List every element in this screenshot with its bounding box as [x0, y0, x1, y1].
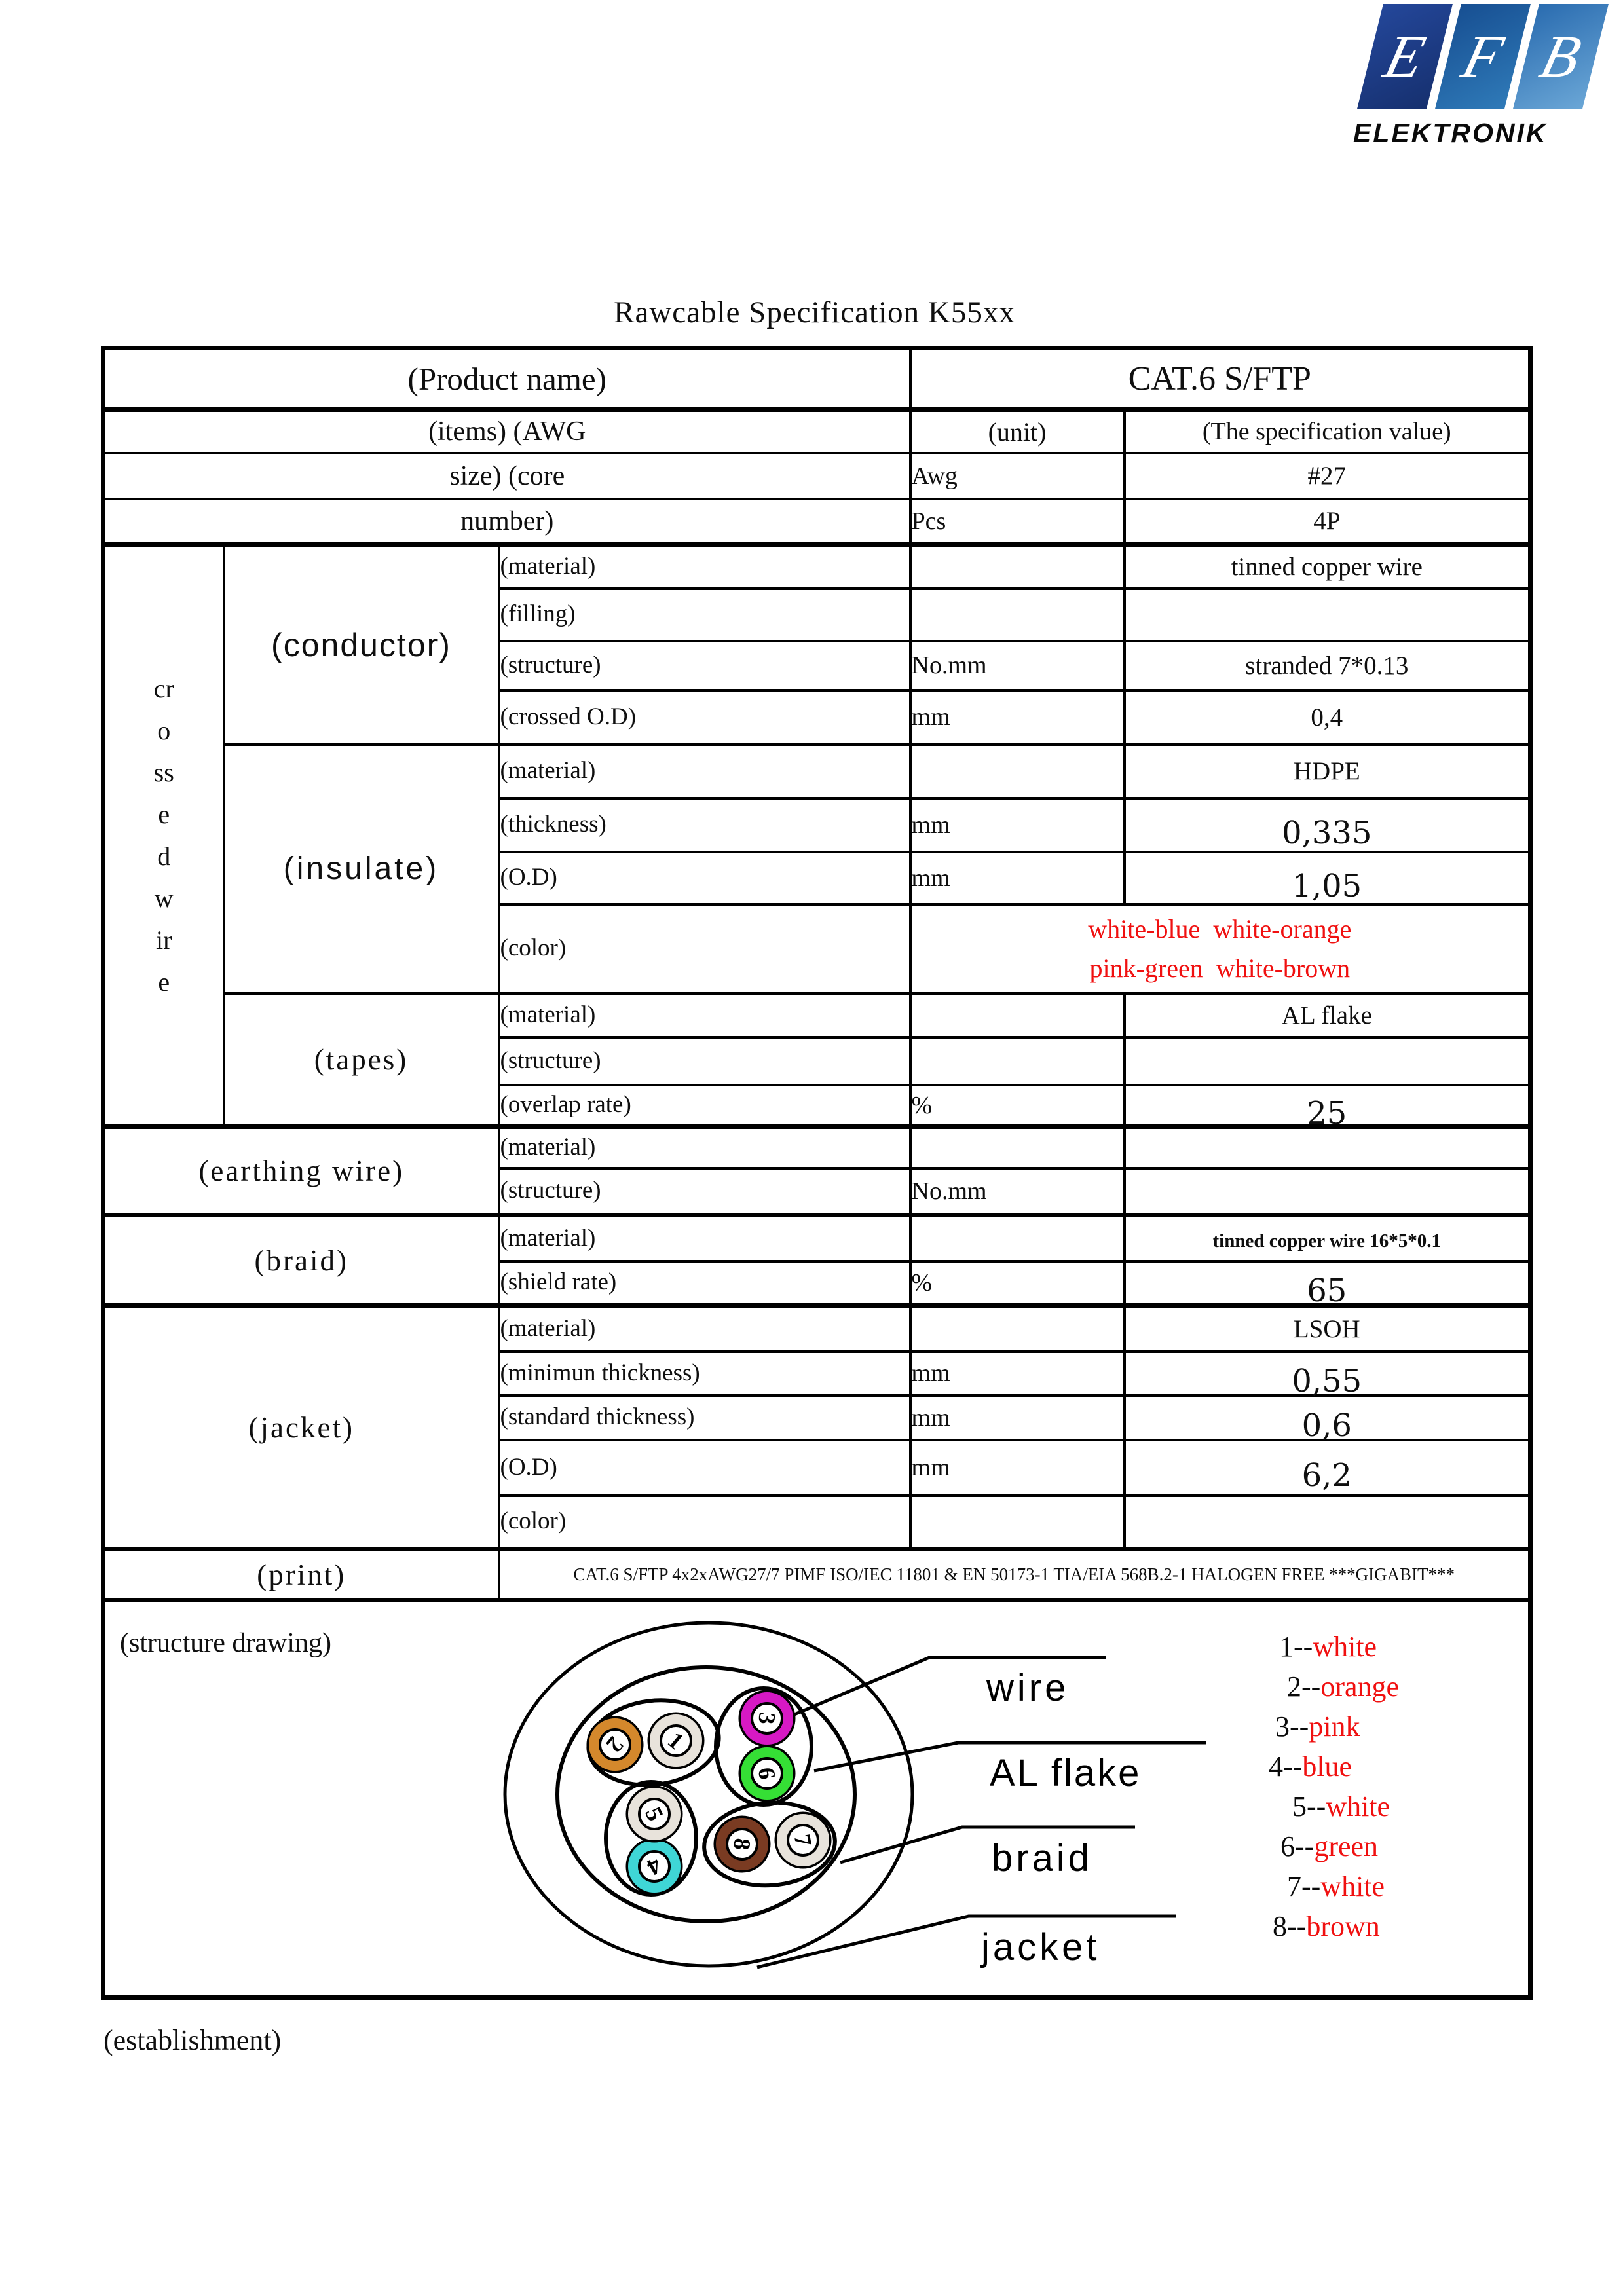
- unit-header: (unit): [910, 410, 1125, 453]
- legend-3-number: 3--: [1275, 1711, 1309, 1743]
- braid-shield-number: 65: [1307, 1272, 1347, 1309]
- row-braid-material: [103, 1215, 1531, 1261]
- tapes-material-value: AL flake: [1125, 993, 1531, 1037]
- legend-item-5: [1292, 1792, 1399, 1821]
- earthing-material-value: [1125, 1127, 1531, 1168]
- jacket-od-label: (O.D): [499, 1440, 910, 1496]
- awg-value: #27: [1125, 453, 1531, 499]
- row-print: [103, 1549, 1531, 1601]
- jacket-material-unit: [910, 1306, 1125, 1352]
- jacket-od-number: 6,2: [1301, 1457, 1352, 1494]
- jacket-od-unit: mm: [910, 1440, 1125, 1496]
- insulate-od-label: (O.D): [499, 852, 910, 904]
- legend-1-number: 1--: [1279, 1631, 1313, 1663]
- wire-8-number: 8: [728, 1837, 756, 1851]
- wire-2: [588, 1718, 642, 1771]
- insulate-group-label: (insulate): [224, 745, 499, 993]
- structure-drawing-label: (structure drawing): [120, 1628, 332, 1658]
- legend-6-color: green: [1314, 1830, 1379, 1862]
- legend-item-1: [1279, 1633, 1399, 1661]
- wire-5-number: 5: [640, 1803, 669, 1825]
- efb-logo-shapes: [1370, 4, 1615, 109]
- legend-item-7: [1287, 1872, 1399, 1901]
- conductor-material-label: (material): [499, 545, 910, 589]
- conductor-material-value: tinned copper wire: [1125, 545, 1531, 589]
- wire-6-number: 6: [753, 1766, 781, 1781]
- conductor-structure-value: stranded 7*0.13: [1125, 641, 1531, 690]
- page-title: Rawcable Specification K55xx: [614, 295, 1015, 329]
- wire-4-number: 4: [643, 1852, 666, 1881]
- pcs-value: 4P: [1125, 499, 1531, 545]
- earthing-structure-unit: No.mm: [910, 1168, 1125, 1215]
- conductor-filling-label: (filling): [499, 589, 910, 641]
- tapes-material-label: (material): [499, 993, 910, 1037]
- logo-subtitle: ELEKTRONIK: [1353, 118, 1548, 148]
- row-jacket-material: [103, 1306, 1531, 1352]
- jacket-material-value: LSOH: [1125, 1306, 1531, 1352]
- row-insulate-material: [103, 745, 1531, 798]
- conductor-crossed-od-value: 0,4: [1125, 690, 1531, 745]
- wire-3: [740, 1692, 794, 1745]
- jacket-std-thickness-number: 0,6: [1301, 1407, 1352, 1444]
- legend-item-2: [1287, 1673, 1399, 1701]
- insulate-od-unit: mm: [910, 852, 1125, 904]
- legend-3-color: pink: [1309, 1711, 1360, 1743]
- jacket-std-thickness-label: (standard thickness): [499, 1396, 910, 1440]
- product-name-label: (Product name): [103, 348, 910, 410]
- braid-shield-unit: %: [910, 1261, 1125, 1306]
- legend-6-number: 6--: [1280, 1830, 1315, 1862]
- efb-logo: [1353, 4, 1615, 149]
- wire-4: [627, 1840, 681, 1893]
- wire-1-number: 1: [663, 1726, 689, 1755]
- items-label: (items) (AWG: [103, 410, 910, 453]
- earthing-material-label: (material): [499, 1127, 910, 1168]
- awg-unit: Awg: [910, 453, 1125, 499]
- logo-letter-b: B: [1534, 23, 1588, 90]
- tapes-material-unit: [910, 993, 1125, 1037]
- jacket-material-label: (material): [499, 1306, 910, 1352]
- legend-4-number: 4--: [1269, 1750, 1303, 1783]
- conductor-structure-unit: No.mm: [910, 641, 1125, 690]
- wire-7-number: 7: [789, 1832, 817, 1849]
- wire-7: [776, 1813, 830, 1867]
- insulate-color-label: (color): [499, 904, 910, 993]
- wire-2-number: 2: [601, 1731, 629, 1758]
- size-label: size) (core: [103, 453, 910, 499]
- row-tapes-material: [103, 993, 1531, 1037]
- insulate-color-line2: pink-green white-brown: [1089, 953, 1351, 983]
- drawing-label-wire: wire: [986, 1667, 1070, 1709]
- print-text: CAT.6 S/FTP 4x2xAWG27/7 PIMF ISO/IEC 11801 & EN 50173-1 TIA/EIA 568B.2-1 HALOGEN FREE ***GIGABIT***: [499, 1549, 1531, 1601]
- braid-outline-ellipse: [557, 1667, 855, 1921]
- earthing-group-label: (earthing wire): [103, 1127, 499, 1215]
- tapes-overlap-value: [1125, 1085, 1531, 1132]
- insulate-color-line1: white-blue white-orange: [1088, 914, 1352, 944]
- earthing-structure-value: [1125, 1168, 1531, 1215]
- earthing-structure-label: (structure): [499, 1168, 910, 1215]
- braid-material-label: (material): [499, 1215, 910, 1261]
- number-label: number): [103, 499, 910, 545]
- leader-line-jacket: [757, 1916, 1176, 1967]
- row-awg-size: [103, 453, 1531, 499]
- legend-7-color: white: [1320, 1870, 1385, 1902]
- row-earthing-material: [103, 1127, 1531, 1168]
- row-product: [103, 348, 1531, 410]
- logo-letter-e: E: [1378, 23, 1432, 90]
- jacket-color-unit: [910, 1496, 1125, 1549]
- row-items-header: [103, 410, 1531, 453]
- jacket-std-thickness-value: [1125, 1396, 1531, 1444]
- print-group-label: (print): [103, 1549, 499, 1601]
- insulate-material-label: (material): [499, 745, 910, 798]
- insulate-thickness-value: [1125, 798, 1531, 852]
- conductor-crossed-od-label: (crossed O.D): [499, 690, 910, 745]
- tapes-overlap-unit: %: [910, 1085, 1125, 1127]
- legend-8-number: 8--: [1273, 1910, 1307, 1942]
- wire-1: [649, 1714, 703, 1768]
- insulate-material-unit: [910, 745, 1125, 798]
- wire-5: [627, 1787, 681, 1841]
- tapes-overlap-label: (overlap rate): [499, 1085, 910, 1127]
- legend-2-number: 2--: [1287, 1671, 1321, 1703]
- conductor-material-unit: [910, 545, 1125, 589]
- legend-1-color: white: [1313, 1631, 1377, 1663]
- conductor-filling-value: [1125, 589, 1531, 641]
- insulate-thickness-label: (thickness): [499, 798, 910, 852]
- legend-item-6: [1280, 1832, 1399, 1861]
- spec-value-header: (The specification value): [1125, 410, 1531, 453]
- jacket-outline-ellipse: [505, 1623, 912, 1966]
- jacket-min-thickness-number: 0,55: [1292, 1363, 1362, 1399]
- jacket-min-thickness-value: [1125, 1352, 1531, 1399]
- drawing-label-al-flake: AL flake: [990, 1752, 1142, 1794]
- tapes-overlap-number: 25: [1307, 1094, 1347, 1132]
- structure-drawing-cell: [103, 1601, 1531, 1998]
- jacket-group-label: (jacket): [103, 1306, 499, 1549]
- legend-5-number: 5--: [1292, 1790, 1326, 1823]
- specification-table: [101, 346, 1533, 2000]
- wire-8: [715, 1817, 769, 1871]
- insulate-color-value: [910, 904, 1531, 993]
- tapes-structure-unit: [910, 1037, 1125, 1085]
- jacket-color-value: [1125, 1496, 1531, 1549]
- earthing-material-unit: [910, 1127, 1125, 1168]
- wire-3-number: 3: [753, 1711, 781, 1726]
- conductor-crossed-od-unit: mm: [910, 690, 1125, 745]
- conductor-filling-unit: [910, 589, 1125, 641]
- logo-letter-f: F: [1456, 23, 1510, 90]
- braid-material-value: [1125, 1215, 1531, 1261]
- product-name-value: CAT.6 S/FTP: [910, 348, 1531, 410]
- row-core-number: [103, 499, 1531, 545]
- jacket-od-value: [1125, 1440, 1531, 1496]
- insulate-od-value: [1125, 852, 1531, 904]
- tapes-group-label: (tapes): [224, 993, 499, 1127]
- jacket-std-thickness-unit: mm: [910, 1396, 1125, 1440]
- legend-item-8: [1273, 1912, 1399, 1941]
- legend-4-color: blue: [1302, 1750, 1352, 1783]
- insulate-material-value: HDPE: [1125, 745, 1531, 798]
- legend-item-3: [1275, 1713, 1399, 1741]
- jacket-min-thickness-label: (minimun thickness): [499, 1352, 910, 1396]
- tapes-structure-value: [1125, 1037, 1531, 1085]
- braid-material-unit: [910, 1215, 1125, 1261]
- wire-color-legend: [1269, 1631, 1400, 1952]
- drawing-label-jacket: jacket: [981, 1926, 1100, 1969]
- row-conductor-material: [103, 545, 1531, 589]
- legend-2-color: orange: [1320, 1671, 1400, 1703]
- establishment-label: (establishment): [103, 2024, 282, 2056]
- crossed-wire-side-label-cell: [103, 545, 224, 1127]
- legend-7-number: 7--: [1287, 1870, 1321, 1902]
- insulate-od-number: 1,05: [1292, 867, 1362, 904]
- tapes-structure-label: (structure): [499, 1037, 910, 1085]
- drawing-label-braid: braid: [992, 1837, 1092, 1879]
- braid-group-label: (braid): [103, 1215, 499, 1306]
- legend-5-color: white: [1326, 1790, 1390, 1823]
- legend-item-4: [1269, 1752, 1399, 1781]
- conductor-group-label: (conductor): [224, 545, 499, 745]
- wire-6: [740, 1747, 794, 1800]
- pcs-unit: Pcs: [910, 499, 1125, 545]
- crossed-wire-side-label: crossed wire: [153, 674, 177, 997]
- braid-material-text: tinned copper wire 16*5*0.1: [1212, 1230, 1442, 1251]
- row-structure-drawing: [103, 1601, 1531, 1998]
- conductor-structure-label: (structure): [499, 641, 910, 690]
- braid-shield-label: (shield rate): [499, 1261, 910, 1306]
- jacket-min-thickness-unit: mm: [910, 1352, 1125, 1396]
- logo-parallelogram-b: [1513, 4, 1609, 109]
- legend-8-color: brown: [1306, 1910, 1380, 1942]
- braid-shield-value: [1125, 1261, 1531, 1309]
- insulate-thickness-unit: mm: [910, 798, 1125, 852]
- insulate-thickness-number: 0,335: [1282, 814, 1372, 851]
- jacket-color-label: (color): [499, 1496, 910, 1549]
